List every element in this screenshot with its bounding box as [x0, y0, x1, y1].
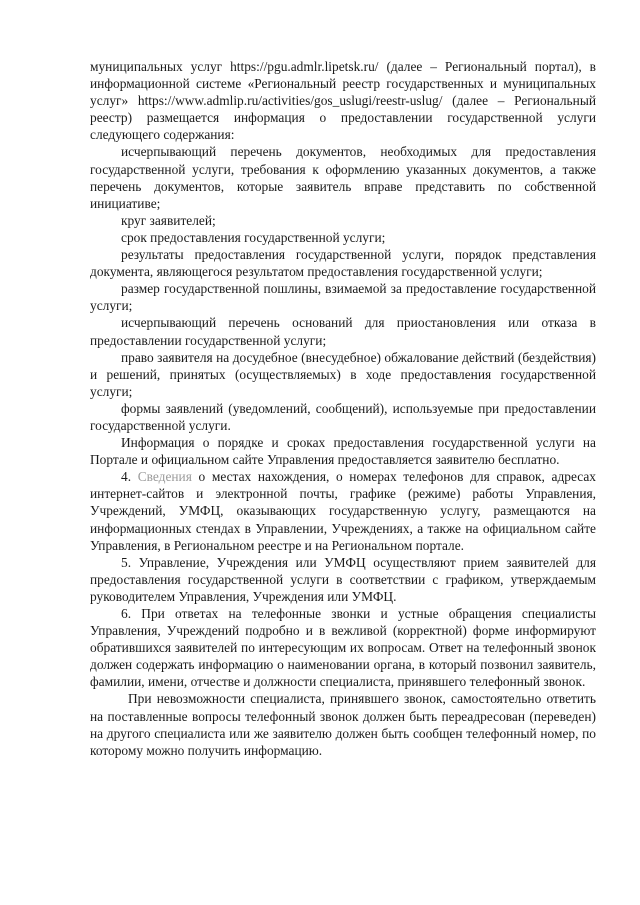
- paragraph-text: (далее – Региональный реестр) размещается информация о предоставлении государственной услуги следующего содержания:: [90, 93, 596, 143]
- paragraph-call-forwarding: При невозможности специалиста, принявшего звонок, самостоятельно ответить на поставленные вопросы телефонный звонок должен быть переадресован (переведен) на другого специалиста или же заявителю должен быть сообщен телефонный номер, по которому можно получить информацию.: [90, 691, 596, 758]
- document-body: [90, 58, 596, 759]
- paragraph-portal-info: [90, 58, 596, 143]
- list-item-results: результаты предоставления государственной услуги, порядок представления документа, являющегося результатом предоставления государственной услуги;: [90, 247, 596, 280]
- paragraph-free-info: Информация о порядке и сроках предоставления государственной услуги на Портале и официальном сайте Управления предоставляется заявителю бесплатно.: [90, 435, 596, 468]
- section-number: 4.: [121, 469, 138, 485]
- paragraph-section-5: 5. Управление, Учреждения или УМФЦ осуществляют прием заявителей для предоставления государственной услуги в соответствии с графиком, утверждаемым руководителем Управления, Учреждения или УМФЦ.: [90, 554, 596, 604]
- list-item-term: срок предоставления государственной услуги;: [121, 229, 386, 245]
- list-item-applicants: круг заявителей;: [121, 212, 216, 228]
- list-item-appeal-right: право заявителя на досудебное (внесудебное) обжалование действий (бездействия) и решений, принятых (осуществляемых) в ходе предоставления государственной услуги;: [90, 349, 596, 399]
- paragraph-text: (далее – Региональный портал), в информационной системе «Региональный реестр государственных и муниципальных услуг»: [90, 59, 596, 109]
- faded-word: Сведения: [137, 469, 192, 485]
- list-item-fee: размер государственной пошлины, взимаемой за предоставление государственной услуги;: [90, 281, 596, 314]
- list-item-refusal-grounds: исчерпывающий перечень оснований для приостановления или отказа в предоставлении государственной услуги;: [90, 315, 596, 348]
- regional-registry-link[interactable]: https://www.admlip.ru/activities/gos_uslugi/reestr-uslug/: [137, 93, 443, 109]
- paragraph-section-4: [90, 468, 596, 553]
- list-item-documents: исчерпывающий перечень документов, необходимых для предоставления государственной услуги, требования к оформлению указанных документов, а также перечень документов, которые заявитель вправе представить по собственной инициативе;: [90, 144, 596, 211]
- paragraph-text: муниципальных услуг: [90, 59, 231, 74]
- regional-portal-link[interactable]: https://pgu.admlr.lipetsk.ru/: [230, 59, 379, 74]
- list-item-forms: формы заявлений (уведомлений, сообщений), используемые при предоставлении государственной услуги.: [90, 400, 596, 433]
- paragraph-text: о местах нахождения, о номерах телефонов для справок, адресах интернет-сайтов и электронной почты, графике (режиме) работы Управления, Учреждений, УМФЦ, оказывающих государственную услугу, размещаются на информационных стендах в Управлении, Учреждениях, а также на официальном сайте Управления, в Региональном реестре и на Региональном портале.: [90, 469, 597, 553]
- paragraph-section-6: 6. При ответах на телефонные звонки и устные обращения специалисты Управления, Учреждений подробно и в вежливой (корректной) форме информируют обратившихся заявителей по интересующим их вопросам. Ответ на телефонный звонок должен содержать информацию о наименовании органа, в который позвонил заявитель, фамилии, имени, отчестве и должности специалиста, принявшего телефонный звонок.: [90, 606, 596, 690]
